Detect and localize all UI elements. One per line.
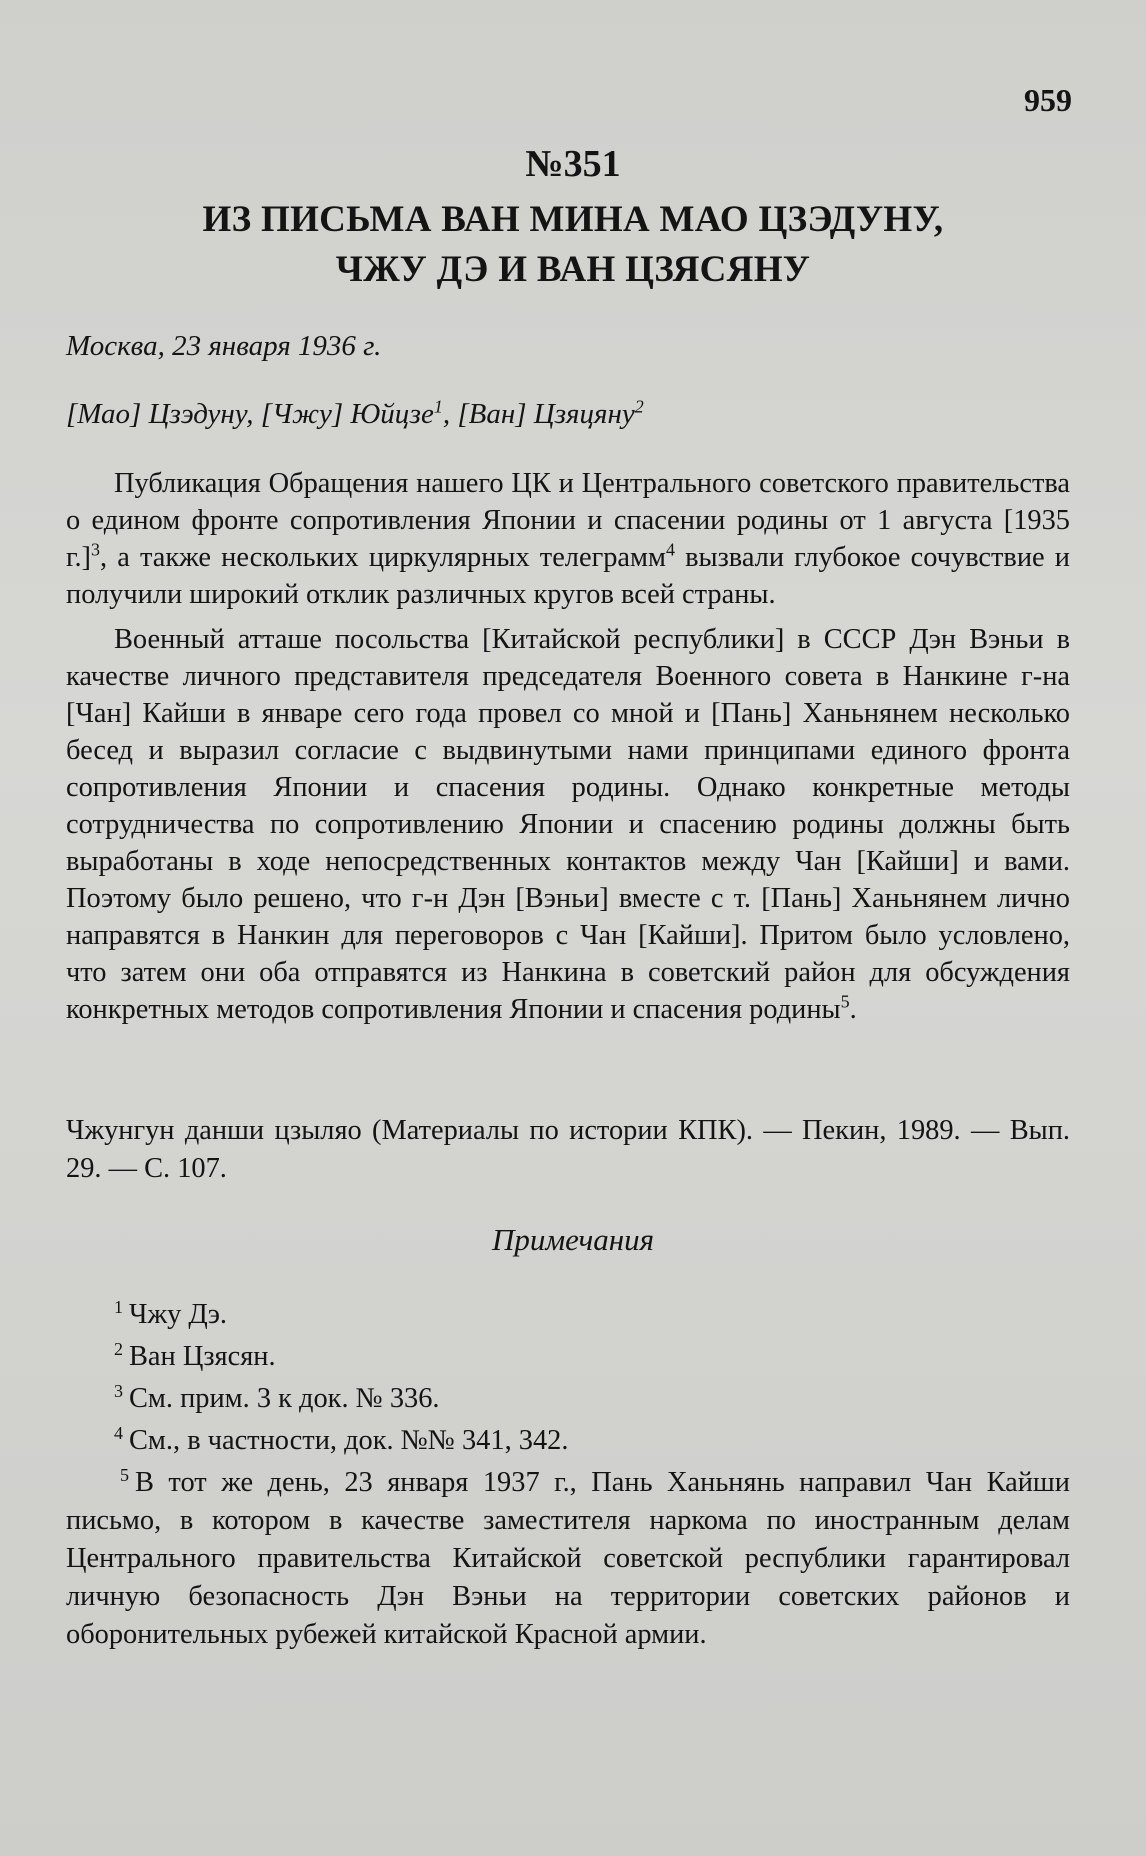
dateline: Москва, 23 января 1936 г. (66, 330, 382, 362)
notes-heading: Примечания (491, 1222, 655, 1257)
paragraph-2-text-1: Военный атташе посольства [Китайской республики] в СССР Дэн Вэньи в качестве личного представителя председателя Военного совета в Нанкине г-на [Чан] Кайши в январе сего года провел со мной и [Пань] Ханьнянем несколько бесед и выразил согласие с выдвинутыми нами принципами единого фронта сопротивления Японии и спасения родины. Однако конкретные методы сотрудничества по сопротивлению Японии и спасению родины должны быть выработаны в ходе непосредственных контактов между Чан [Кайши] и вами. Поэтому было решено, что г-н Дэн [Вэньи] вместе с т. [Пань] Ханьнянем лично направятся в Нанкин для переговоров с Чан [Кайши]. Притом было условлено, что затем они оба отправятся из Нанкина в советский район для обсуждения конкретных методов сопротивления Японии и спасения родины (66, 624, 1070, 1025)
footnote-ref-4: 4 (665, 539, 675, 560)
note-text: Чжу Дэ. (129, 1299, 228, 1330)
document-title-line-2: ЧЖУ ДЭ И ВАН ЦЗЯСЯНУ (335, 249, 811, 290)
addressee-text-2: , [Ван] Цзяцяну (442, 398, 635, 430)
note-number: 3 (114, 1380, 123, 1401)
note-item (66, 1338, 1070, 1376)
footnote-ref-3: 3 (91, 539, 100, 560)
note-number: 2 (114, 1338, 123, 1359)
note-item (66, 1380, 1070, 1418)
note-item (66, 1464, 1070, 1654)
paragraph-2 (66, 621, 1070, 1028)
paragraph-1 (66, 465, 1070, 613)
footnote-ref-1: 1 (433, 396, 443, 417)
addressee-text-1: [Мао] Цзэдуну, [Чжу] Юйцзе (66, 398, 434, 430)
notes-list (66, 1296, 1070, 1658)
page-number: 959 (1024, 82, 1072, 118)
addressee-line (66, 398, 644, 431)
document-title-line-1: ИЗ ПИСЬМА ВАН МИНА МАО ЦЗЭДУНУ, (202, 199, 944, 240)
document-number: №351 (525, 143, 621, 185)
note-number: 5 (120, 1464, 129, 1485)
source-citation: Чжунгун данши цзыляо (Материалы по истории КПК). — Пекин, 1989. — Вып. 29. — С. 107. (66, 1115, 1070, 1184)
note-text: См. прим. 3 к док. № 336. (129, 1383, 440, 1414)
paragraph-1-text-1: Публикация Обращения нашего ЦК и Центрального советского правительства о едином фронте сопротивления Японии и спасении родины от 1 августа [1935 г.] (66, 468, 1070, 573)
paragraph-1-text-2: , а также нескольких циркулярных телеграмм (100, 542, 666, 573)
note-number: 4 (114, 1422, 123, 1443)
note-text: Ван Цзясян. (129, 1341, 276, 1372)
paragraph-2-text-2: . (849, 994, 857, 1025)
footnote-ref-2: 2 (634, 396, 644, 417)
paragraph-1-text-3: вызвали глубокое сочувствие и получили широкий отклик различных кругов всей страны. (66, 542, 1070, 610)
note-number: 1 (114, 1296, 123, 1317)
note-item (66, 1296, 1070, 1334)
note-text: В тот же день, 23 января 1937 г., Пань Ханьнянь направил Чан Кайши письмо, в котором в качестве заместителя наркома по иностранным делам Центрального правительства Китайской советской республики гарантировал личную безопасность Дэн Вэньи на территории советских районов и оборонительных рубежей китайской Красной армии. (66, 1467, 1070, 1650)
note-item (66, 1422, 1070, 1460)
letter-body (66, 465, 1070, 1036)
note-text: См., в частности, док. №№ 341, 342. (129, 1425, 569, 1456)
footnote-ref-5: 5 (840, 991, 850, 1012)
